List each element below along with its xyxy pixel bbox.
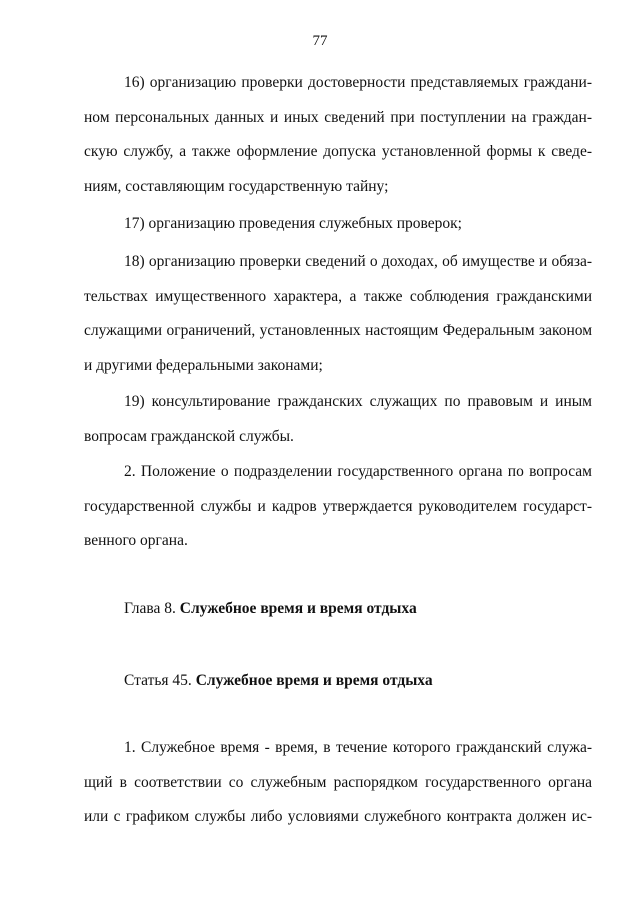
- paragraph-item-18: [84, 245, 592, 383]
- article-prefix: Статья 45.: [124, 672, 192, 689]
- paragraph-article45-part-1: [84, 731, 592, 835]
- text-line: 17) организацию проведения служебных проверок;: [124, 215, 462, 232]
- text-line: 2. Положение о подразделении государственного органа по вопросам: [124, 463, 592, 480]
- article-title: Служебное время и время отдыха: [195, 672, 433, 689]
- text-line: тельствах имущественного характера, а также соблюдения гражданскими: [84, 287, 592, 305]
- text-line: 1. Служебное время - время, в течение которого гражданский служа-: [124, 739, 592, 756]
- paragraph-item-17: [84, 207, 592, 242]
- page-number: 77: [312, 33, 328, 49]
- article-heading: [124, 672, 433, 690]
- text-line: служащими ограничений, установленных настоящим Федеральным законом: [84, 322, 592, 339]
- text-line: 18) организацию проверки сведений о доходах, об имуществе и обяза-: [124, 253, 592, 270]
- text-line: венного органа.: [84, 532, 188, 549]
- text-line: ном персональных данных и иных сведений при поступлении на граждан-: [84, 108, 592, 126]
- chapter-heading: [124, 600, 417, 618]
- text-line: скую службу, а также оформление допуска установленной формы к сведе-: [84, 143, 592, 160]
- text-line: или с графиком службы либо условиями служебного контракта должен ис-: [84, 808, 592, 825]
- paragraph-part-2: [84, 455, 592, 559]
- paragraph-item-16: [84, 66, 592, 204]
- text-line: 16) организацию проверки достоверности представляемых граждани-: [124, 74, 592, 91]
- text-line: щий в соответствии со служебным распорядком государственного органа: [84, 773, 592, 791]
- text-line: государственной службы и кадров утверждается руководителем государст-: [84, 497, 592, 515]
- text-line: и другими федеральными законами;: [84, 356, 323, 374]
- text-line: ниям, составляющим государственную тайну;: [84, 177, 389, 195]
- chapter-title: Служебное время и время отдыха: [179, 600, 417, 617]
- text-line: 19) консультирование гражданских служащих по правовым и иным: [124, 393, 592, 410]
- paragraph-item-19: [84, 385, 592, 454]
- chapter-prefix: Глава 8.: [124, 600, 176, 617]
- text-line: вопросам гражданской службы.: [84, 427, 294, 445]
